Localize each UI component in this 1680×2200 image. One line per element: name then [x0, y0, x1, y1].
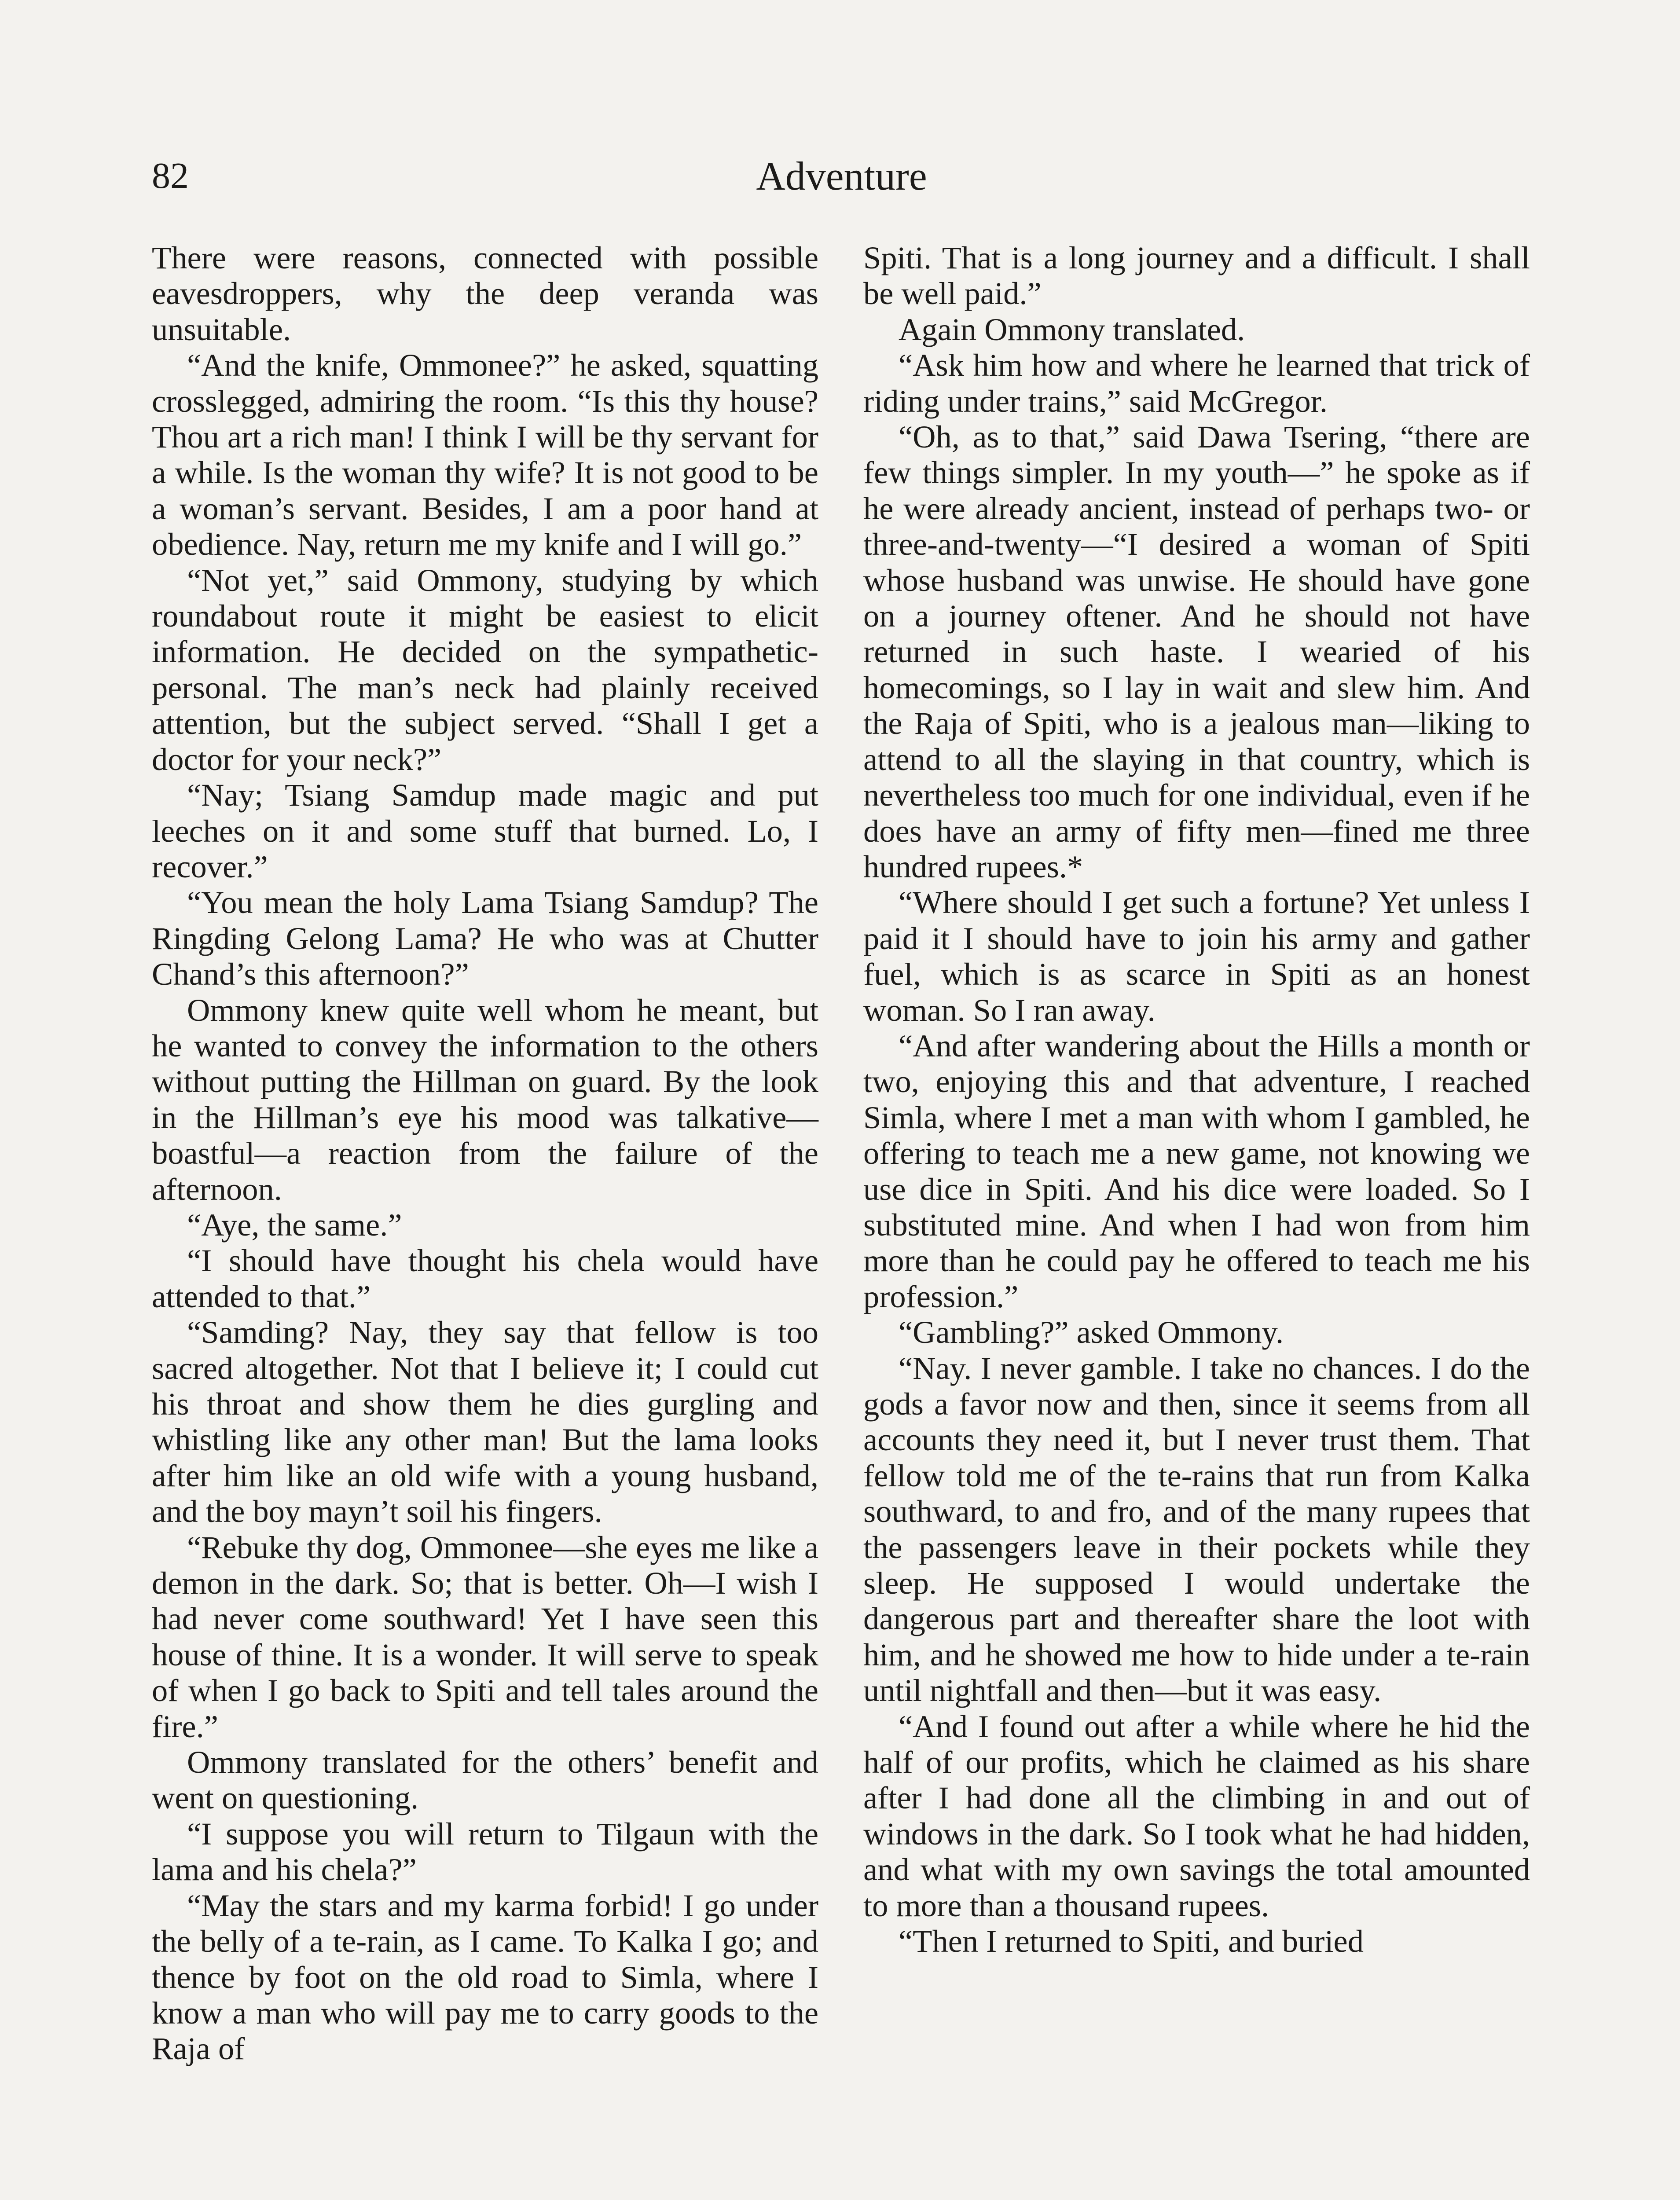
page-header — [152, 150, 1531, 202]
left-column — [152, 240, 818, 2067]
paragraph: “Rebuke thy dog, Ommonee—she eyes me like a demon in the dark. So; that is better. Oh—I wish I had never come southward! Yet I have seen this house of thine. It is a wonder. It will serve to speak of when I go back to Spiti and tell tales around the fire.” — [152, 1529, 818, 1744]
paragraph: “Then I returned to Spiti, and buried — [899, 1923, 1364, 1959]
paragraph: “May the stars and my karma forbid! I go under the belly of a te-rain, as I came. To Kalka I go; and thence by foot on the old road to Simla, where I know a man who will pay me to carry goods to the Raja of — [152, 1887, 818, 2067]
paragraph: “Samding? Nay, they say that fellow is too sacred altogether. Not that I believe it; I could cut his throat and show them he dies gurgling and whistling like any other man! But the lama looks after him like an old wife with a young husband, and the boy mayn’t soil his fingers. — [152, 1314, 818, 1529]
paragraph: “And the knife, Ommonee?” he asked, squatting crosslegged, admiring the room. “Is this thy house? Thou art a rich man! I think I will be thy servant for a while. Is the woman thy wife? It is not good to be a woman’s servant. Besides, I am a poor hand at obedience. Nay, return me my knife and I will go.” — [152, 347, 818, 562]
paragraph: Ommony translated for the others’ benefit and went on questioning. — [152, 1744, 818, 1816]
paragraph: “You mean the holy Lama Tsiang Samdup? The Ringding Gelong Lama? He who was at Chutter Chand’s this afternoon?” — [152, 884, 818, 992]
paragraph: “Ask him how and where he learned that trick of riding under trains,” said McGregor. — [863, 347, 1530, 419]
paragraph: “And after wandering about the Hills a month or two, enjoying this and that adventure, I reached Simla, where I met a man with whom I gambled, he offering to teach me a new game, not knowing we use dice in Spiti. And his dice were loaded. So I substituted mine. And when I had won from him more than he could pay he offered to teach me his profession.” — [863, 1027, 1530, 1314]
paragraph: “Gambling?” asked Ommony. — [899, 1314, 1284, 1350]
paragraph: “Not yet,” said Ommony, studying by which roundabout route it might be easiest to elicit information. He decided on the sympathetic-personal. The man’s neck had plainly received attention, but the subject served. “Shall I get a doctor for your neck?” — [152, 562, 818, 777]
paragraph: There were reasons, connected with possible eavesdroppers, why the deep veranda was unsuitable. — [152, 240, 818, 347]
page-number: 82 — [152, 155, 189, 196]
paragraph: Again Ommony translated. — [899, 311, 1245, 347]
paragraph: “Aye, the same.” — [187, 1206, 402, 1243]
paragraph: “I suppose you will return to Tilgaun with the lama and his chela?” — [152, 1815, 818, 1888]
right-column — [863, 240, 1530, 1959]
paragraph: “Nay. I never gamble. I take no chances. I do the gods a favor now and then, since it seems from all accounts they need it, but I never trust them. That fellow told me of the te-rains that run from Kalka southward, to and fro, and of the many rupees that the passengers leave in their pockets while they sleep. He supposed I would undertake the dangerous part and thereafter share the loot with him, and he showed me how to hide under a te-rain until nightfall and then—but it was easy. — [863, 1350, 1530, 1709]
paragraph: “Oh, as to that,” said Dawa Tsering, “there are few things simpler. In my youth—” he spoke as if he were already ancient, instead of perhaps two- or three-and-twenty—“I desired a woman of Spiti whose husband was unwise. He should have gone on a journey oftener. And he should not have returned in such haste. I wearied of his homecomings, so I lay in wait and slew him. And the Raja of Spiti, who is a jealous man—liking to attend to all the slaying in that country, which is nevertheless too much for one individual, even if he does have an army of fifty men—fined me three hundred rupees.* — [863, 419, 1530, 884]
paragraph: “And I found out after a while where he hid the half of our profits, which he claimed as his share after I had done all the climbing in and out of windows in the dark. So I took what he had hidden, and what with my own savings the total amounted to more than a thousand rupees. — [863, 1708, 1530, 1923]
paragraph: “Nay; Tsiang Samdup made magic and put leeches on it and some stuff that burned. Lo, I recover.” — [152, 777, 818, 884]
paragraph: Spiti. That is a long journey and a difficult. I shall be well paid.” — [863, 240, 1530, 312]
paragraph: “Where should I get such a fortune? Yet unless I paid it I should have to join his army and gather fuel, which is as scarce in Spiti as an honest woman. So I ran away. — [863, 884, 1530, 1028]
magazine-title: Adventure — [756, 154, 927, 198]
paragraph: “I should have thought his chela would have attended to that.” — [152, 1243, 818, 1314]
paragraph: Ommony knew quite well whom he meant, but he wanted to convey the information to the others without putting the Hillman on guard. By the look in the Hillman’s eye his mood was talkative—boastful—a reaction from the failure of the afternoon. — [152, 992, 818, 1207]
